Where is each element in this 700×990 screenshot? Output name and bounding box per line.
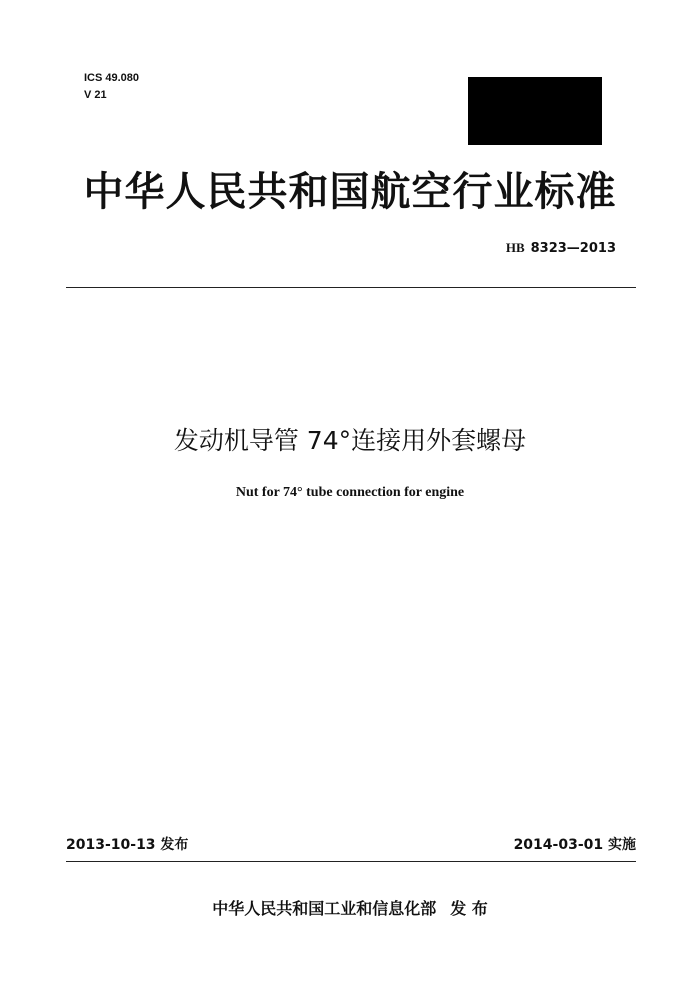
effective-date: 2014-03-01 实施 xyxy=(513,837,636,853)
standard-prefix: HB xyxy=(505,240,525,255)
issue-date: 2013-10-13 发布 xyxy=(66,837,189,853)
ics-code: ICS 49.080 xyxy=(84,72,140,84)
document-title-cn: 发动机导管 74°连接用外套螺母 xyxy=(173,426,527,455)
classification-codes xyxy=(84,70,139,104)
top-divider xyxy=(66,287,636,288)
standard-number xyxy=(506,240,616,256)
issuer-action: 发 布 xyxy=(450,899,488,918)
issuer-line xyxy=(0,896,700,919)
bottom-divider xyxy=(66,861,636,862)
document-title-en: Nut for 74° tube connection for engine xyxy=(235,485,465,500)
redacted-block xyxy=(468,77,602,145)
ccs-code: V 21 xyxy=(84,89,107,101)
issuer-name: 中华人民共和国工业和信息化部 xyxy=(212,899,437,918)
standard-code: 8323—2013 xyxy=(530,241,616,256)
organization-title: 中华人民共和国航空行业标准 xyxy=(83,169,617,215)
